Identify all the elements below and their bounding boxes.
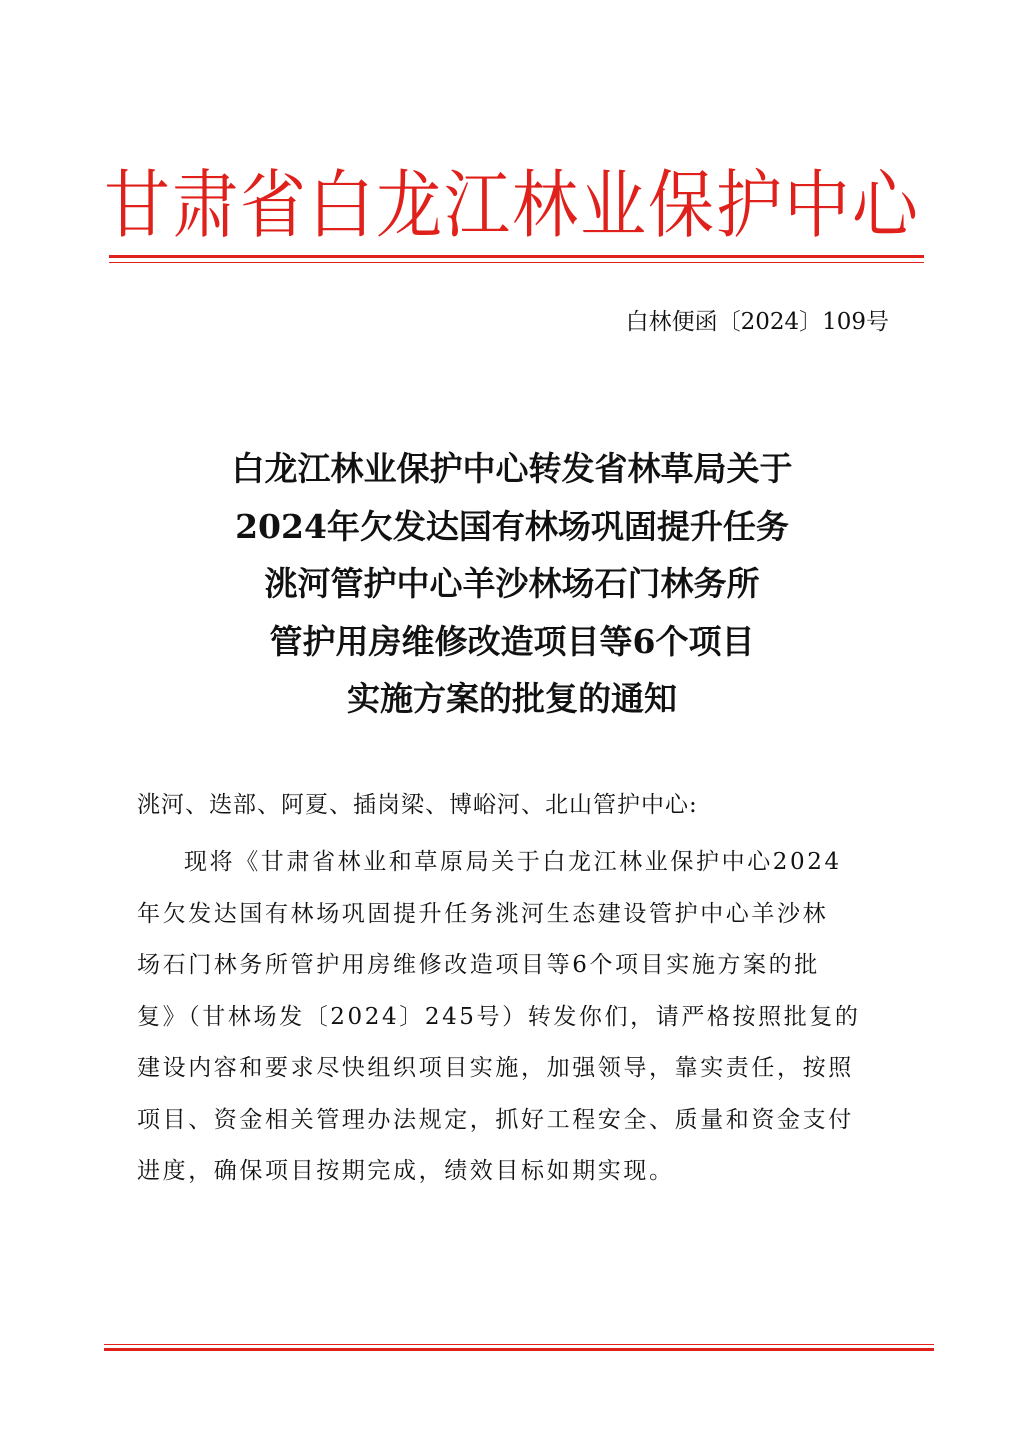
organization-header: 甘肃省白龙江林业保护中心 [104, 162, 920, 249]
body-line: 建设内容和要求尽快组织项目实施，加强领导，靠实责任，按照 [137, 1055, 854, 1081]
body-line: 项目、资金相关管理办法规定，抓好工程安全、质量和资金支付 [137, 1106, 854, 1133]
document-title [100, 440, 924, 728]
footer-divider-thin [104, 1344, 934, 1345]
header-divider-thick [109, 255, 924, 258]
document-number: 白林便函〔2024〕109号 [625, 309, 889, 335]
title-line: 管护用房维修改造项目等6个项目 [269, 621, 755, 661]
title-line: 白龙江林业保护中心转发省林草局关于 [231, 449, 793, 488]
body-paragraph [137, 837, 895, 1198]
title-line: 实施方案的批复的通知 [347, 679, 677, 718]
footer-divider-thick [104, 1348, 934, 1351]
title-line: 洮河管护中心羊沙林场石门林务所 [264, 564, 760, 603]
header-divider-thin [109, 262, 924, 263]
body-line: 年欠发达国有林场巩固提升任务洮河生态建设管护中心羊沙林 [137, 900, 829, 927]
body-line: 场石门林务所管护用房维修改造项目等6个项目实施方案的批 [137, 952, 820, 978]
recipients-line: 洮河、迭部、阿夏、插岗梁、博峪河、北山管护中心: [137, 792, 698, 818]
body-line: 复》（甘林场发〔2024〕245号）转发你们，请严格按照批复的 [137, 1003, 861, 1030]
title-line: 2024年欠发达国有林场巩固提升任务 [235, 506, 789, 546]
body-line: 进度，确保项目按期完成，绩效目标如期实现。 [137, 1158, 675, 1184]
body-line: 现将《甘肃省林业和草原局关于白龙江林业保护中心2024 [184, 849, 842, 875]
